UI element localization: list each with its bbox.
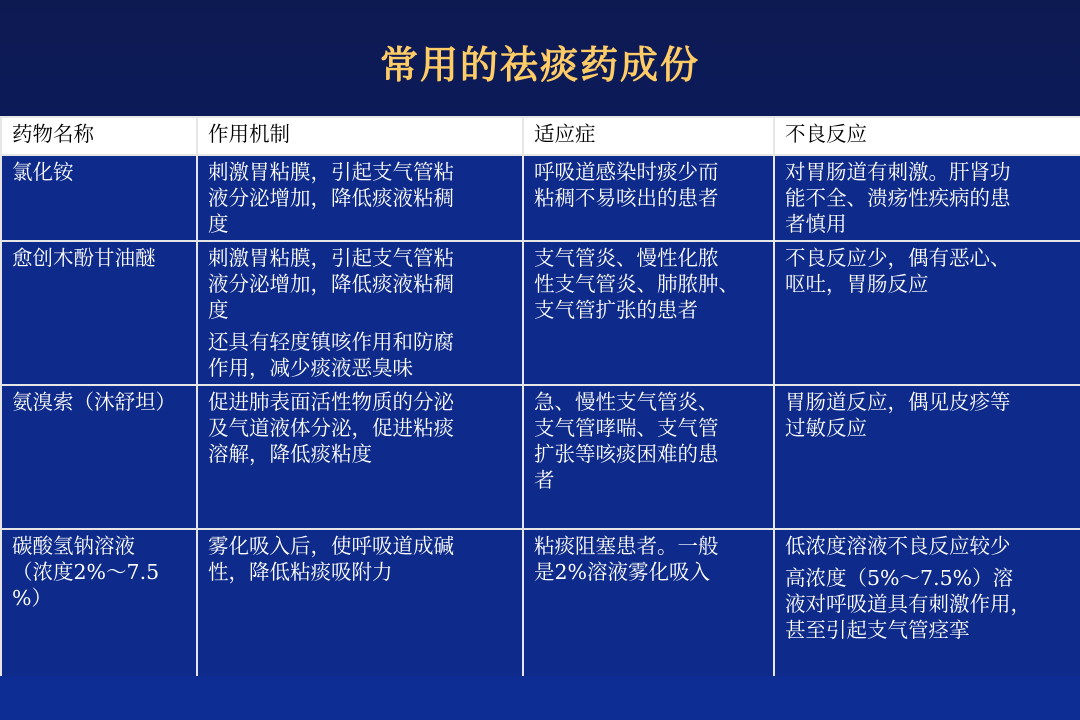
table-row: [1, 529, 1080, 679]
header-mechanism: 作用机制: [197, 117, 523, 155]
adverse-cell: [774, 241, 1080, 385]
table-row: [1, 155, 1080, 241]
header-drug-name: 药物名称: [1, 117, 197, 155]
adverse-text: 不良反应少，偶有恶心、 呕吐，胃肠反应: [785, 246, 1011, 296]
table-row: [1, 241, 1080, 385]
adverse-cell: [774, 529, 1080, 679]
indication-cell: 支气管炎、慢性化脓 性支气管炎、肺脓肿、 支气管扩张的患者: [523, 241, 774, 385]
slide-title: 常用的祛痰药成份: [379, 43, 700, 87]
mechanism-text: 刺激胃粘膜，引起支气管粘 液分泌增加，降低痰液粘稠 度: [208, 246, 454, 322]
mechanism-cell: [197, 529, 523, 679]
indication-cell: 呼吸道感染时痰少而 粘稠不易咳出的患者: [523, 155, 774, 241]
adverse-cell: [774, 385, 1080, 529]
adverse-text: 对胃肠道有刺激。肝肾功 能不全、溃疡性疾病的患 者慎用: [785, 160, 1011, 236]
drug-name-cell: 愈创木酚甘油醚: [1, 241, 197, 385]
mechanism-text: 雾化吸入后，使呼吸道成碱 性，降低粘痰吸附力: [208, 534, 454, 584]
footer-band: [0, 676, 1080, 720]
drug-table: [0, 116, 1080, 680]
mechanism-cell: [197, 241, 523, 385]
drug-name-cell: 氨溴索（沐舒坦）: [1, 385, 197, 529]
adverse-cell: [774, 155, 1080, 241]
adverse-text: 低浓度溶液不良反应较少: [785, 534, 1011, 558]
table-header-row: [1, 117, 1080, 155]
adverse-text: 胃肠道反应，偶见皮疹等 过敏反应: [785, 390, 1011, 440]
mechanism-cell: [197, 155, 523, 241]
drug-name-cell: 氯化铵: [1, 155, 197, 241]
indication-cell: 粘痰阻塞患者。一般 是2%溶液雾化吸入: [523, 529, 774, 679]
header-adverse-reaction: 不良反应: [774, 117, 1080, 155]
adverse-note: 高浓度（5%～7.5%）溶 液对呼吸道具有刺激作用， 甚至引起支气管痉挛: [785, 566, 1031, 642]
drug-name-cell: 碳酸氢钠溶液 （浓度2%～7.5 %）: [1, 529, 197, 679]
table-row: [1, 385, 1080, 529]
mechanism-cell: [197, 385, 523, 529]
mechanism-text: 刺激胃粘膜，引起支气管粘 液分泌增加，降低痰液粘稠 度: [208, 160, 454, 236]
header-indication: 适应症: [523, 117, 774, 155]
mechanism-text: 促进肺表面活性物质的分泌 及气道液体分泌，促进粘痰 溶解，降低痰粘度: [208, 390, 454, 466]
mechanism-note: 还具有轻度镇咳作用和防腐 作用，减少痰液恶臭味: [208, 330, 454, 380]
indication-cell: 急、慢性支气管炎、 支气管哮喘、支气管 扩张等咳痰困难的患 者: [523, 385, 774, 529]
